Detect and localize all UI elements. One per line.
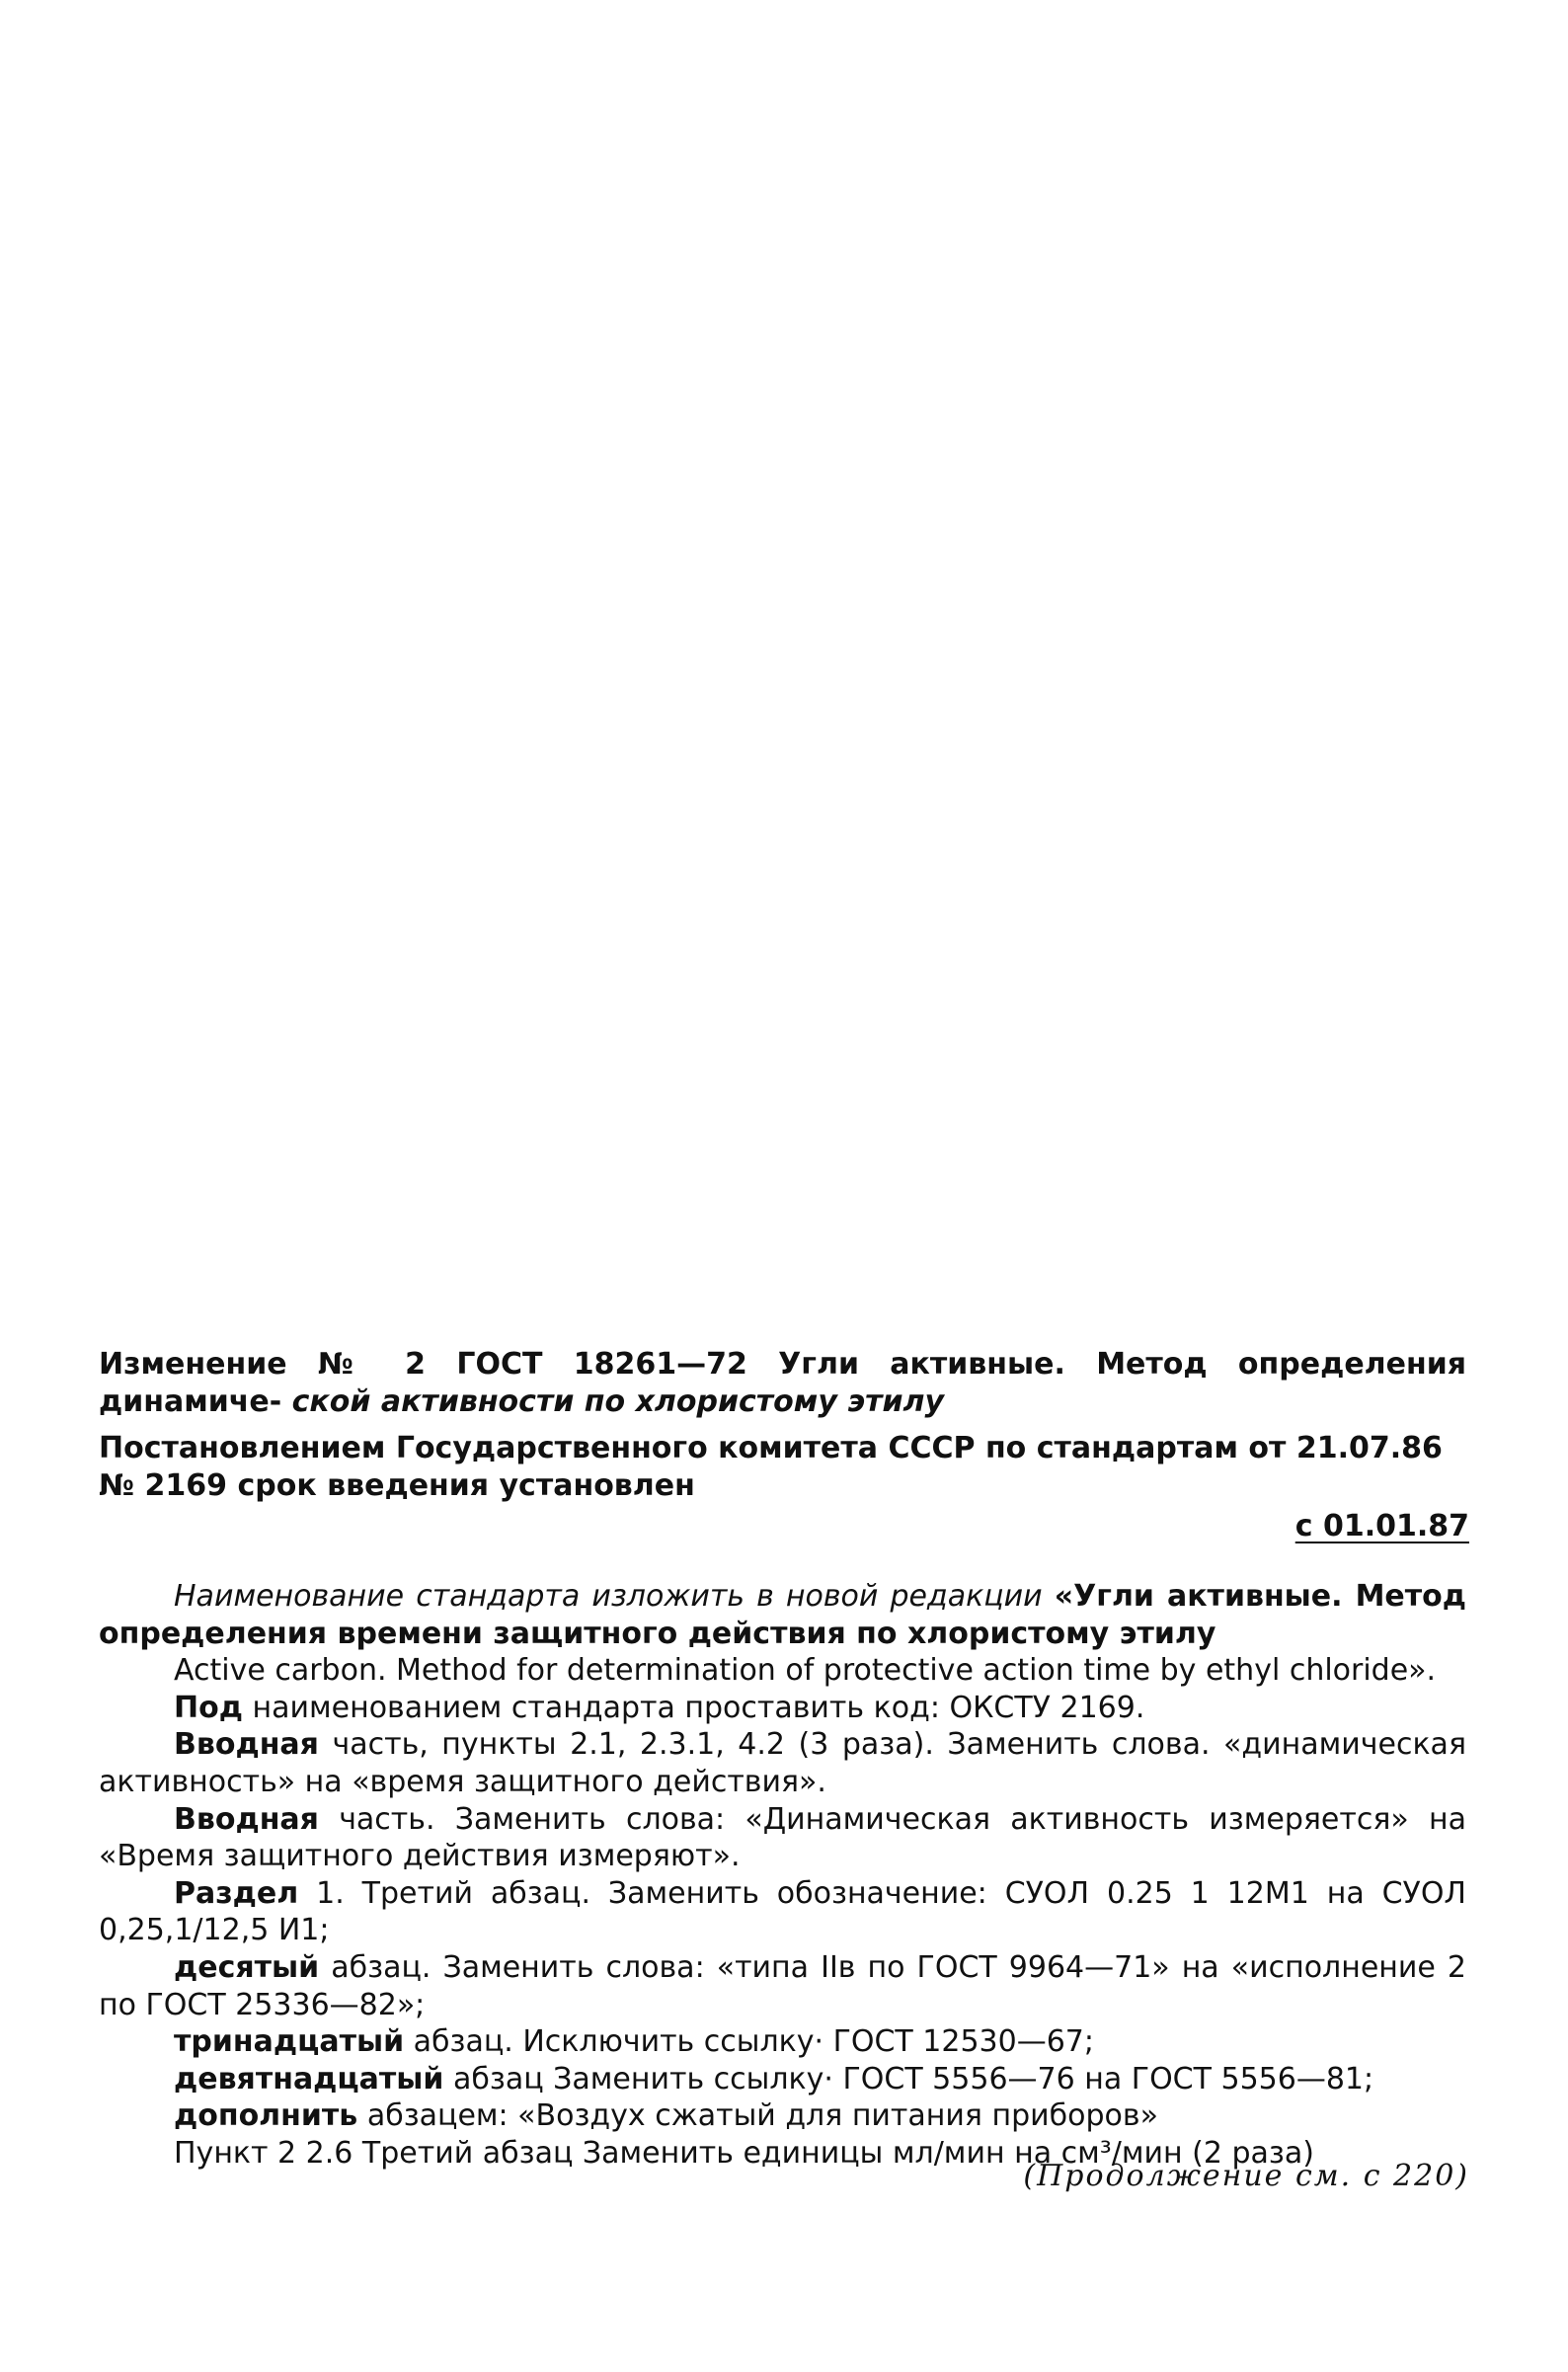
paragraph-2: Active carbon. Method for determination of protective action time by ethyl chloride». <box>174 1653 1437 1689</box>
paragraph-7 <box>99 1949 1466 2023</box>
p10-bold: дополнить <box>174 2098 358 2134</box>
paragraph-5 <box>99 1801 1466 1875</box>
p7-rest: абзац. Заменить слова: «типа IIв по ГОСТ 9964—71» на «исполнение 2 по ГОСТ 25336—82»; <box>99 1949 1466 2022</box>
title-italic-tail: ской активности по хлористому этилу <box>291 1384 945 1419</box>
p1-italic: Наименование стандарта изложить в новой редакции <box>174 1579 1043 1614</box>
p10-rest: абзацем: «Воздух сжатый для питания приборов» <box>366 2098 1158 2134</box>
continuation-note: (Продолжение см. с 220) <box>1023 2159 1469 2193</box>
paragraph-9 <box>99 2061 1466 2098</box>
p7-bold: десятый <box>174 1949 320 1985</box>
decree-statement: Постановлением Государственного комитета СССР по стандартам от 21.07.86 № 2169 срок введения установлен <box>99 1431 1443 1503</box>
p6-rest: 1. Третий абзац. Заменить обозначение: СУОЛ 0.25 1 12М1 на СУОЛ 0,25,1/12,5 И1; <box>99 1875 1466 1948</box>
title-lead: Изменение № 2 ГОСТ 18261—72 Угли активные. Метод определения динамиче- <box>99 1347 1466 1419</box>
p6-bold: Раздел <box>174 1875 299 1911</box>
paragraph-4 <box>99 1726 1466 1800</box>
paragraph-11: Пункт 2 2.6 Третий абзац Заменить единицы мл/мин на см³/мин (2 раза) <box>174 2135 1314 2171</box>
p3-rest: наименованием стандарта проставить код: ОКСТУ 2169. <box>252 1690 1145 1725</box>
paragraph-3 <box>99 1690 1466 1727</box>
p5-bold: Вводная <box>174 1801 319 1837</box>
paragraph-6 <box>99 1875 1466 1949</box>
p4-rest: часть, пункты 2.1, 2.3.1, 4.2 (3 раза). Заменить слова. «динамическая активность» на «время защитного действия». <box>99 1727 1466 1799</box>
paragraph-1 <box>99 1578 1466 1652</box>
p9-bold: девятнадцатый <box>174 2061 444 2096</box>
p4-bold: Вводная <box>174 1727 319 1763</box>
paragraph-8 <box>99 2023 1466 2061</box>
p3-bold: Под <box>174 1690 243 1725</box>
paragraph-10 <box>99 2097 1466 2135</box>
p8-bold: тринадцатый <box>174 2024 405 2060</box>
amendment-title <box>99 1346 1466 1421</box>
effective-date: с 01.01.87 <box>1294 1509 1469 1543</box>
p5-rest: часть. Заменить слова: «Динамическая активность измеряется» на «Время защитного действия измеряют». <box>99 1801 1466 1874</box>
p9-rest: абзац Заменить ссылку· ГОСТ 5556—76 на ГОСТ 5556—81; <box>452 2061 1374 2096</box>
amendment-body <box>99 1578 1466 2173</box>
p1-bold: «Угли активные. Метод определения времени защитного действия по хлористому этилу <box>99 1579 1466 1651</box>
p8-rest: абзац. Исключить ссылку· ГОСТ 12530—67; <box>413 2024 1094 2060</box>
